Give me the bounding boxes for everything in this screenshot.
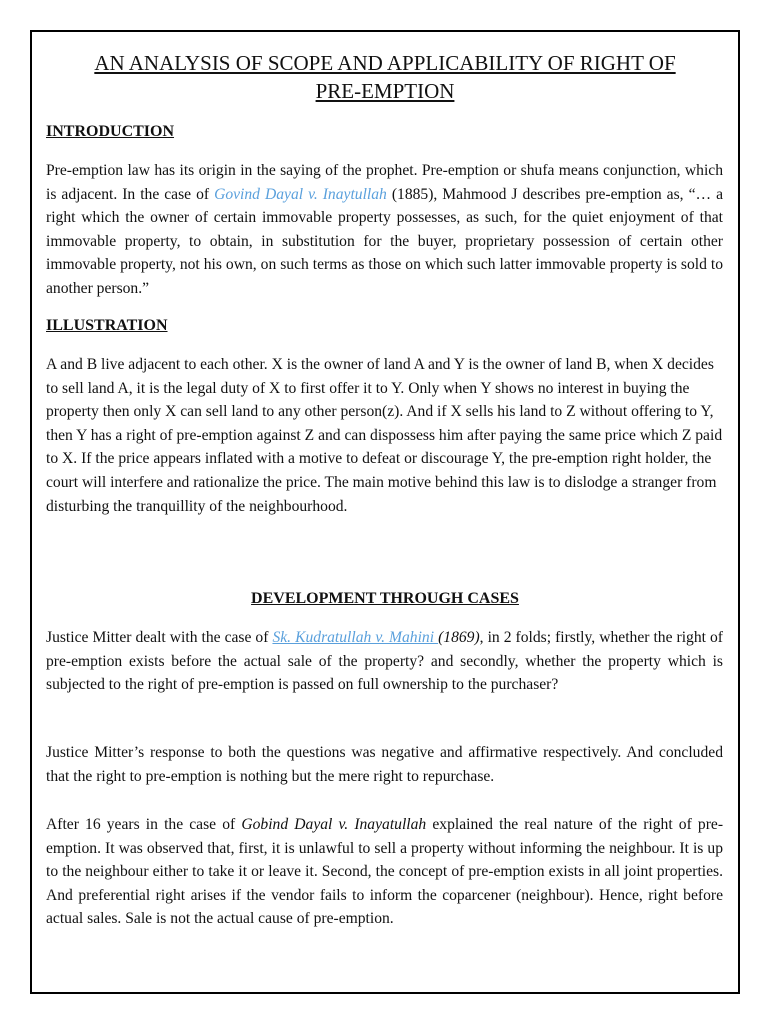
- document-page: [30, 30, 740, 994]
- development-paragraph-3: [46, 813, 723, 931]
- illustration-heading: ILLUSTRATION: [46, 317, 168, 334]
- dev-p3-text-end: explained the real nature of the right of pre-emption. It was observed that, first, it is unlawful to sell a property without informing the neighbour. It is up to the neighbour either to take it or leave it. Second, the concept of pre-emption exists in all joint properties. And preferential right arises if the vendor fails to inform the coparcener (neighbour). Hence, right before actual sales. Sale is not the actual cause of pre-emption.: [46, 816, 724, 928]
- dev-p3-text-start: After 16 years in the case of: [46, 816, 242, 833]
- intro-text-start: Pre-emption law has its origin in the saying of the prophet. Pre-emption or shufa means conjunction, which is adjacent. In the case of: [46, 162, 723, 203]
- introduction-paragraph: [46, 159, 723, 301]
- development-paragraph-2: Justice Mitter’s response to both the questions was negative and affirmative respectively. And concluded that the right to pre-emption is nothing but the mere right to repurchase.: [46, 744, 723, 785]
- document-title: [42, 49, 728, 105]
- illustration-paragraph: A and B live adjacent to each other. X is the owner of land A and Y is the owner of land B, when X decides to sell land A, it is the legal duty of X to first offer it to Y. Only when Y shows no interest in buying the property then only X can sell land to any other person(z). And if X sells his land to Z without offering to Y, then Y has a right of pre-emption against Z and can dispossess him after paying the same price which Z paid to X. If the price appears inflated with a motive to defeat or discourage Y, the pre-emption right holder, the court will interfere and rationalize the price. The main motive behind this law is to dislodge a stranger from disturbing the tranquillity of the neighbourhood.: [46, 356, 723, 515]
- dev-p1-text-end: , in 2 folds; firstly, whether the right of pre-emption exists before the actual sale of the property? and secondly, whether the property which is subjected to the right of pre-emption is passed on full ownership to the purchaser?: [46, 629, 723, 694]
- case-kudratullah-link[interactable]: Sk. Kudratullah v. Mahini: [272, 629, 439, 646]
- development-heading: DEVELOPMENT THROUGH CASES: [251, 590, 519, 607]
- development-paragraph-1: [46, 626, 723, 697]
- introduction-heading: INTRODUCTION: [46, 123, 175, 140]
- intro-text-end: (1885), Mahmood J describes pre-emption as, “… a right which the owner of certain immovable property possesses, as such, for the quiet enjoyment of that immovable property, to obtain, in substitution for the buyer, proprietary possession of certain other immovable property, not his own, on such terms as those on which such latter immovable property is sold to another person.”: [46, 185, 724, 297]
- case-gobind-dayal: Gobind Dayal v. Inayatullah: [241, 816, 427, 833]
- case-govind-dayal[interactable]: Govind Dayal v. Inaytullah: [214, 185, 387, 203]
- title-line-2: PRE-EMPTION: [315, 79, 455, 103]
- dev-p1-text-start: Justice Mitter dealt with the case of: [46, 629, 273, 646]
- case-year: (1869): [438, 629, 480, 646]
- title-line-1: AN ANALYSIS OF SCOPE AND APPLICABILITY OF RIGHT OF: [94, 51, 676, 75]
